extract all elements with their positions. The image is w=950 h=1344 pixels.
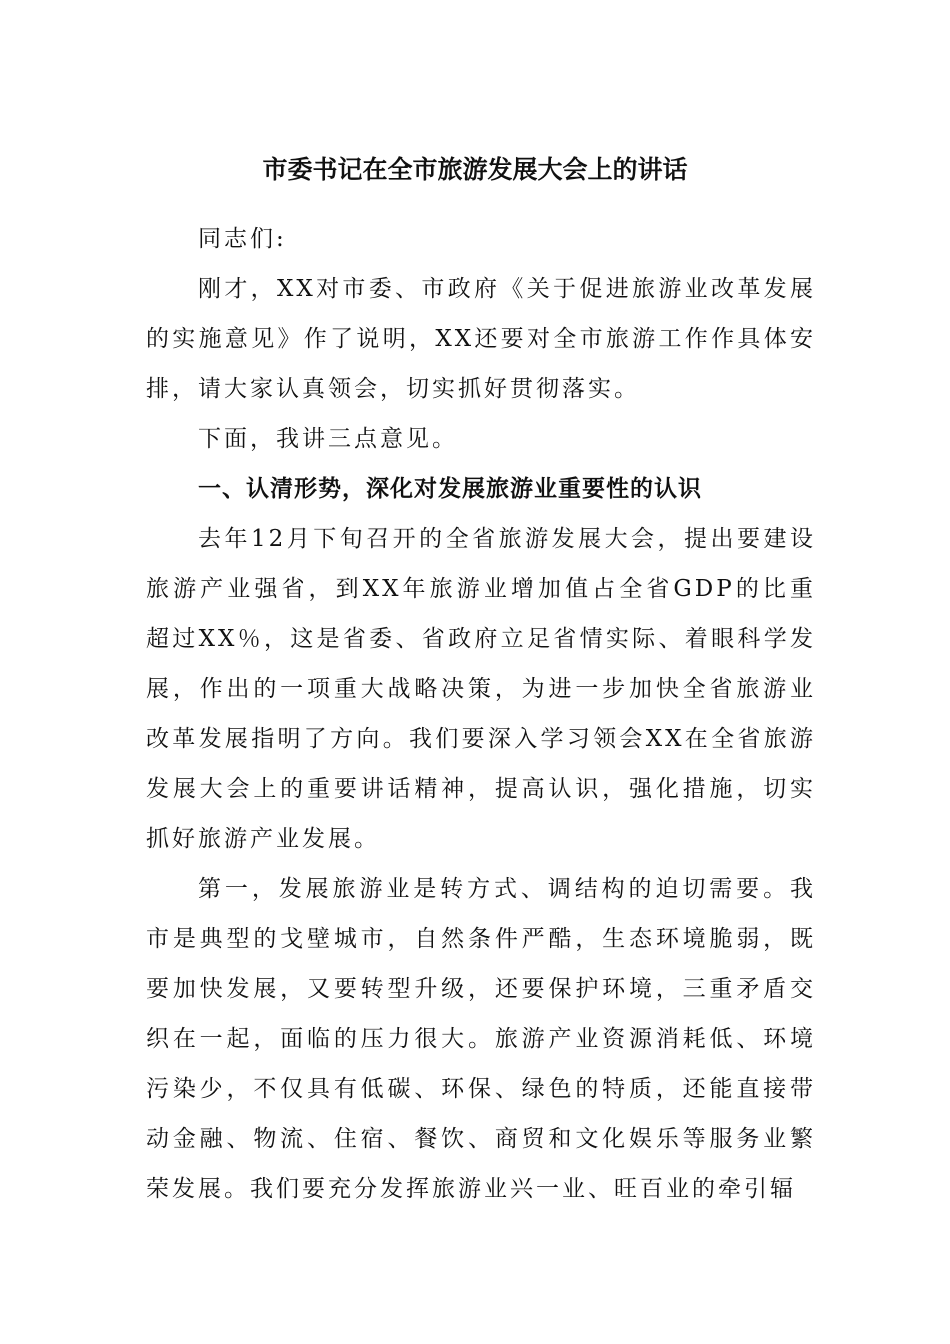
section-heading-1: 一、认清形势，深化对发展旅游业重要性的认识 bbox=[198, 475, 702, 502]
paragraph-outline: 下面，我讲三点意见。 bbox=[198, 426, 458, 452]
salutation: 同志们: bbox=[198, 226, 287, 252]
document-title: 市委书记在全市旅游发展大会上的讲话 bbox=[262, 155, 688, 184]
paragraph-section1-1: 去年12月下旬召开的全省旅游发展大会，提出要建设旅游产业强省，到XX年旅游业增加值占全省GDP的比重超过XX％，这是省委、省政府立足省情实际、着眼科学发展，作出的一项重大战略决策，为进一步加快全省旅游业改革发展指明了方向。我们要深入学习领会XX在全省旅游发展大会上的重要讲话精神，提高认识，强化措施，切实抓好旅游产业发展。 bbox=[146, 526, 816, 852]
paragraph-intro: 刚才，XX对市委、市政府《关于促进旅游业改革发展的实施意见》作了说明，XX还要对全市旅游工作作具体安排，请大家认真领会，切实抓好贯彻落实。 bbox=[146, 276, 816, 402]
document-body bbox=[146, 214, 816, 1214]
paragraph-section1-2: 第一，发展旅游业是转方式、调结构的迫切需要。我市是典型的戈壁城市，自然条件严酷，生态环境脆弱，既要加快发展，又要转型升级，还要保护环境，三重矛盾交织在一起，面临的压力很大。旅游产业资源消耗低、环境污染少，不仅具有低碳、环保、绿色的特质，还能直接带动金融、物流、住宿、餐饮、商贸和文化娱乐等服务业繁荣发展。我们要充分发挥旅游业兴一业、旺百业的牵引辐 bbox=[146, 876, 816, 1202]
